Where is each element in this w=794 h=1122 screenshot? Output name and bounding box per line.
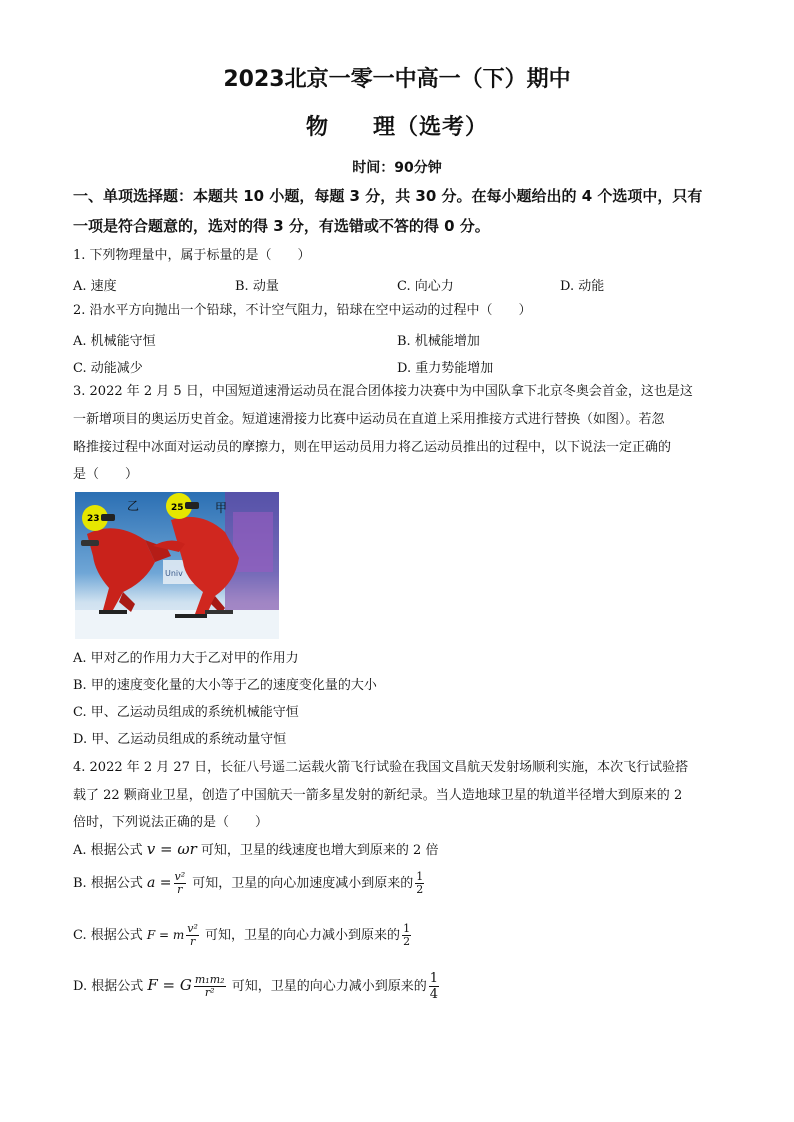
q4-option-b-lhs: a = — [146, 875, 172, 891]
label-jia: 甲 — [215, 501, 228, 515]
q4-option-c-prefix: C. 根据公式 — [73, 928, 143, 943]
q1-stem: 1. 下列物理量中，属于标量的是（ ） — [73, 248, 311, 263]
q3-option-a[interactable]: A. 甲对乙的作用力大于乙对甲的作用力 — [73, 651, 299, 666]
q3-stem-line2: 一新增项目的奥运历史首金。短道速滑接力比赛中运动员在直道上采用推接方式进行替换（如图）。若忽 — [73, 412, 665, 427]
banner-text: Univ — [165, 569, 183, 578]
speed-skating-photo — [75, 492, 279, 639]
q4-option-c-ratio-num: 1 — [403, 922, 411, 935]
q1-option-d[interactable]: D. 动能 — [560, 279, 605, 294]
q4-option-c[interactable] — [73, 922, 413, 949]
q4-option-a-prefix: A. 根据公式 — [73, 843, 143, 858]
q4-option-b[interactable] — [73, 870, 426, 897]
q4-option-d-text: 可知，卫星的向心力减小到原来的 — [231, 979, 427, 994]
q4-option-a-formula: v = ωr — [146, 840, 197, 858]
q3-option-d[interactable]: D. 甲、乙运动员组成的系统动量守恒 — [73, 732, 287, 747]
q4-option-b-denominator: r — [177, 883, 183, 896]
exam-subject — [0, 110, 794, 141]
q4-option-c-ratio — [402, 923, 411, 948]
q4-option-d-denominator: r² — [204, 986, 215, 999]
q2-option-d[interactable]: D. 重力势能增加 — [397, 361, 494, 376]
q3-stem-line4: 是（ ） — [73, 467, 139, 482]
q4-option-d-lhs: F = G — [147, 976, 192, 994]
q4-option-d-ratio — [429, 971, 439, 1002]
q4-option-d-prefix: D. 根据公式 — [73, 979, 144, 994]
exam-time: 时间：90分钟 — [352, 160, 442, 176]
q4-option-c-numerator: v² — [187, 922, 198, 935]
label-yi: 乙 — [127, 499, 140, 513]
q2-option-b[interactable]: B. 机械能增加 — [397, 334, 480, 349]
q1-option-c[interactable]: C. 向心力 — [397, 279, 454, 294]
bib-right-text: 25 — [171, 503, 184, 513]
q4-option-c-text: 可知，卫星的向心力减小到原来的 — [205, 928, 401, 943]
section1-heading-line2: 一项是符合题意的，选对的得 3 分，有选错或不答的得 0 分。 — [73, 217, 490, 235]
q4-stem-line3: 倍时，下列说法正确的是（ ） — [73, 815, 269, 830]
q4-option-d[interactable] — [73, 970, 441, 1002]
q4-option-c-denominator: r — [189, 935, 196, 948]
q4-option-b-ratio-num: 1 — [416, 870, 424, 883]
q3-option-b[interactable]: B. 甲的速度变化量的大小等于乙的速度变化量的大小 — [73, 678, 377, 693]
q4-stem-line2: 载了 22 颗商业卫星，创造了中国航天一箭多星发射的新纪录。当人造地球卫星的轨道半径增大到原来的 2 — [73, 788, 683, 803]
q1-option-a[interactable]: A. 速度 — [73, 279, 117, 294]
subject-char-1: 物 — [305, 115, 329, 140]
q4-option-b-ratio — [415, 871, 424, 896]
q4-option-c-formula-fraction — [186, 923, 199, 948]
q2-stem: 2. 沿水平方向抛出一个铅球，不计空气阻力，铅球在空中运动的过程中（ ） — [73, 303, 532, 318]
q4-option-c-ratio-den: 2 — [403, 935, 411, 948]
q4-option-c-lhs: F = m — [146, 928, 185, 942]
q4-option-d-formula-fraction — [194, 974, 226, 999]
q3-stem-line3: 略推接过程中冰面对运动员的摩擦力，则在甲运动员用力将乙运动员推出的过程中，以下说法一定正确的 — [73, 440, 672, 455]
q1-option-b[interactable]: B. 动量 — [235, 279, 279, 294]
q4-option-d-ratio-den: 4 — [429, 987, 438, 1002]
q4-stem-line1: 4. 2022 年 2 月 27 日，长征八号遥二运载火箭飞行试验在我国文昌航天发射场顺利实施，本次飞行试验搭 — [73, 760, 689, 775]
q4-option-b-ratio-den: 2 — [416, 883, 424, 896]
q4-option-a-text: 可知，卫星的线速度也增大到原来的 2 倍 — [200, 843, 439, 858]
q2-option-c[interactable]: C. 动能减少 — [73, 361, 143, 376]
exam-title: 2023北京一零一中高一（下）期中 — [223, 67, 571, 92]
q4-option-b-formula-fraction — [174, 871, 187, 896]
subject-rest: 理（选考） — [373, 115, 489, 140]
q4-option-b-prefix: B. 根据公式 — [73, 876, 143, 891]
bib-left-text: 23 — [87, 514, 100, 524]
q4-option-d-ratio-num: 1 — [429, 971, 438, 986]
q3-stem-line1: 3. 2022 年 2 月 5 日，中国短道速滑运动员在混合团体接力决赛中为中国队拿下北京冬奥会首金，这也是这 — [73, 384, 693, 399]
q4-option-a[interactable] — [73, 840, 438, 860]
q3-option-c[interactable]: C. 甲、乙运动员组成的系统机械能守恒 — [73, 705, 299, 720]
q4-option-b-numerator: v² — [174, 870, 186, 883]
q4-option-d-numerator: m₁m₂ — [194, 973, 225, 986]
q4-option-b-text: 可知，卫星的向心加速度减小到原来的 — [192, 876, 414, 891]
section1-heading-line1: 一、单项选择题：本题共 10 小题，每题 3 分，共 30 分。在每小题给出的 4 个选项中，只有 — [73, 187, 703, 205]
q2-option-a[interactable]: A. 机械能守恒 — [73, 334, 156, 349]
